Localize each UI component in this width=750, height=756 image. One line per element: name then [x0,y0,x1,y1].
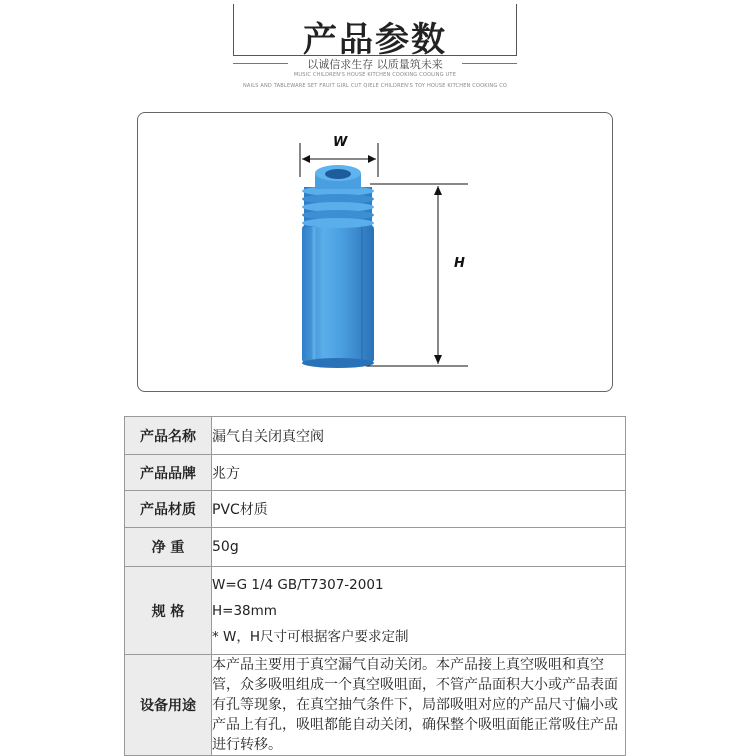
spec-line-height: H=38mm [212,602,277,619]
slogan-divider-right [462,63,517,64]
slogan: 以诚信求生存 以质量筑未来 [307,58,443,71]
page-title: 产品参数 [303,20,447,60]
spec-line-width: W=G 1/4 GB/T7307-2001 [212,576,384,593]
table-row [125,417,626,455]
table-row [125,655,626,756]
valve-illustration [138,113,614,393]
decorative-caption-2: NAILS AND TABLEWARE SET FRUIT GIRL CUT QIELE CHILDREN'S TOY HOUSE KITCHEN COOKING CO [242,83,508,89]
product-name-value: 漏气自关闭真空阀 [212,417,626,455]
height-label: H [454,256,465,271]
spec-table [124,416,626,756]
slogan-divider-left [233,63,288,64]
product-name-label: 产品名称 [125,417,212,455]
weight-value: 50g [212,528,626,567]
slogan-row [0,56,750,70]
table-row [125,528,626,567]
decorative-caption-1: MUSIC CHILDREN'S HOUSE KITCHEN COOKING COOLING UTE [293,72,457,78]
table-row [125,491,626,528]
usage-value: 本产品主要用于真空漏气自动关闭。本产品接上真空吸咀和真空管，众多吸咀组成一个真空吸咀面，不管产品面积大小或产品表面有孔等现象，在真空抽气条件下，局部吸咀对应的产品尺寸偏小或产品上有孔，吸咀都能自动关闭，确保整个吸咀面能正常吸住产品进行转移。 [212,655,626,756]
spec-label: 规 格 [125,567,212,655]
brand-label: 产品品牌 [125,455,212,491]
material-value: PVC材质 [212,491,626,528]
spec-value [212,567,626,655]
width-label: W [333,135,348,150]
weight-label: 净 重 [125,528,212,567]
spec-line-note: * W，H尺寸可根据客户要求定制 [212,628,409,645]
product-diagram [137,112,613,392]
usage-label: 设备用途 [125,655,212,756]
table-row [125,567,626,655]
table-row [125,455,626,491]
material-label: 产品材质 [125,491,212,528]
header-box [233,4,517,60]
brand-value: 兆方 [212,455,626,491]
